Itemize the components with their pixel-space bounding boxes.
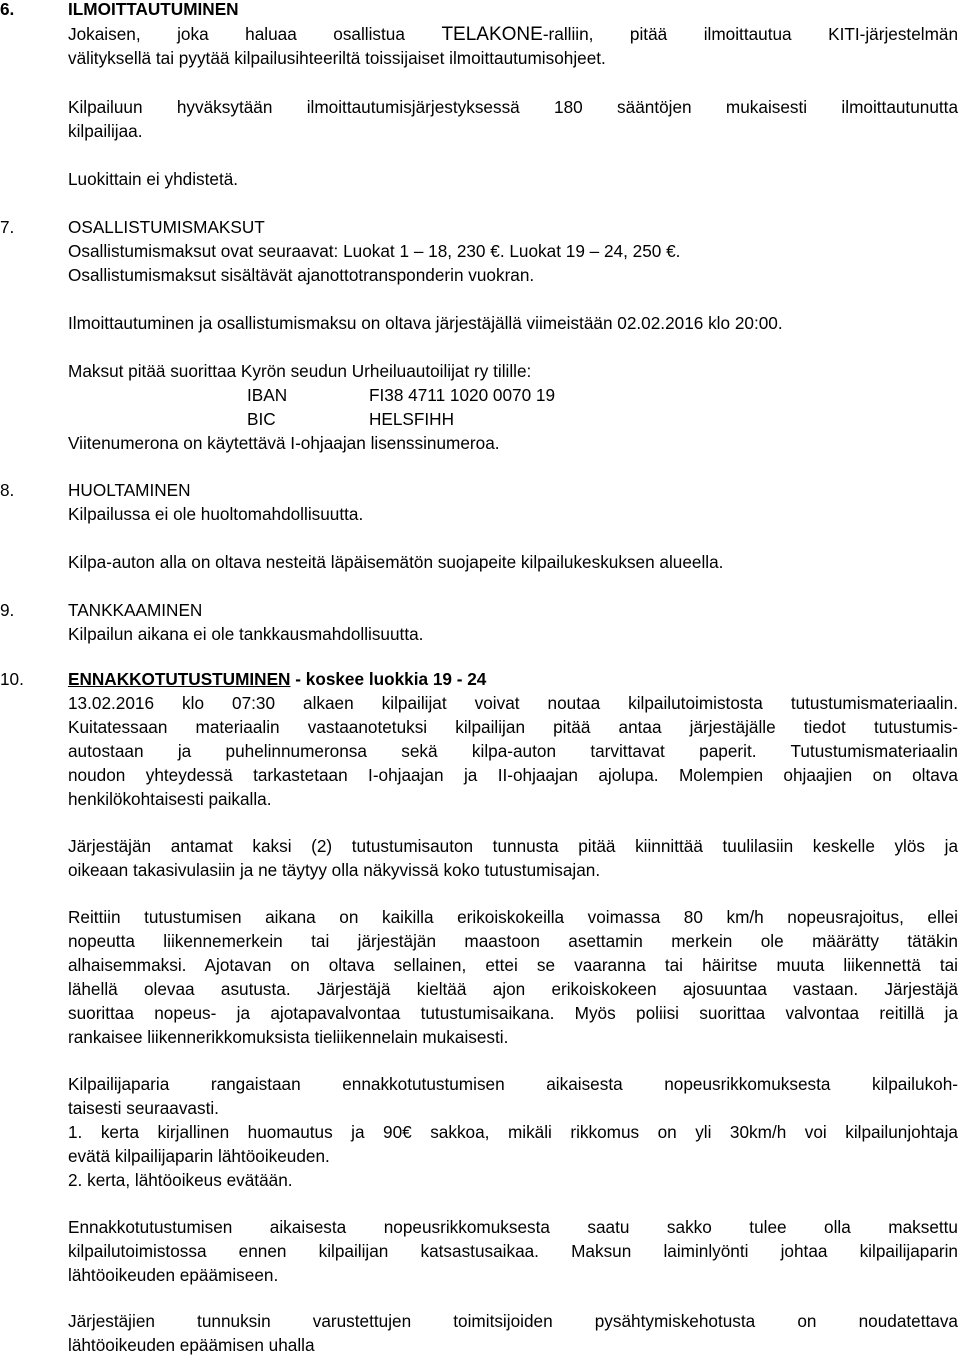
- paragraph-line: 2. kerta, lähtöoikeus evätään.: [68, 1170, 293, 1190]
- section-number: 9.: [0, 600, 15, 620]
- section-title: ILMOITTAUTUMINEN: [68, 0, 239, 19]
- paragraph-line: noudon yhteydessä tarkastetaan I-ohjaajan ja II-ohjaajan ajolupa. Molempien ohjaajien on oltava: [68, 765, 958, 785]
- paragraph-line: Jokaisen, joka haluaa osallistua TELAKONE-ralliin, pitää ilmoittautua KITI-järjestelmän: [68, 24, 959, 45]
- paragraph-line: Ennakkotutustumisen aikaisesta nopeusrikkomuksesta saatu sakko tulee olla maksettu: [68, 1217, 958, 1237]
- paragraph-line: Kilpailuun hyväksytään ilmoittautumisjärjestyksessä 180 sääntöjen mukaisesti ilmoittautunutta: [68, 97, 958, 117]
- paragraph-line: Reittiin tutustumisen aikana on kaikilla erikoiskokeilla voimassa 80 km/h nopeusrajoitus, ellei: [68, 907, 958, 927]
- paragraph-line: taisesti seuraavasti.: [68, 1098, 219, 1118]
- section-number: 6.: [0, 0, 15, 19]
- section-number: 7.: [0, 217, 15, 237]
- paragraph-line: Kilpailussa ei ole huoltomahdollisuutta.: [68, 504, 364, 524]
- paragraph-line: Luokittain ei yhdistetä.: [68, 169, 239, 189]
- paragraph-line: alhaisemmaksi. Ajotavan on oltava sellainen, ettei se vaaranna tai häiritse muuta liikennettä tai: [68, 955, 958, 975]
- paragraph-line: Kilpailijaparia rangaistaan ennakkotutustumisen aikaisesta nopeusrikkomuksesta kilpailukoh-: [68, 1074, 958, 1094]
- section-title-rest: - koskee luokkia 19 - 24: [290, 669, 487, 689]
- bic-value: HELSFIHH: [369, 409, 454, 429]
- paragraph-line: Kilpailun aikana ei ole tankkausmahdollisuutta.: [68, 624, 424, 644]
- paragraph-line: evätä kilpailijaparin lähtöoikeuden.: [68, 1146, 330, 1166]
- section-number: 10.: [0, 669, 24, 689]
- brand-name: TELAKONE: [441, 24, 543, 45]
- paragraph-line: henkilökohtaisesti paikalla.: [68, 789, 272, 809]
- paragraph-line: Osallistumismaksut ovat seuraavat: Luokat 1 – 18, 230 €. Luokat 19 – 24, 250 €.: [68, 241, 681, 261]
- paragraph-line: autostaan ja puhelinnumeronsa sekä kilpa-auton tarvittavat paperit. Tutustumismateriaalin: [68, 741, 958, 761]
- paragraph-line: suorittaa nopeus- ja ajotapavalvontaa tutustumisaikana. Myös poliisi suorittaa valvontaa reitillä ja: [68, 1003, 958, 1023]
- paragraph-line: rankaisee liikennerikkomuksista tieliikennelain mukaisesti.: [68, 1027, 509, 1047]
- paragraph-line: Kuitatessaan materiaalin vastaanotetuksi kilpailijan pitää antaa järjestäjälle tiedot tutustumis-: [68, 717, 958, 737]
- iban-value: FI38 4711 1020 0070 19: [369, 385, 556, 405]
- section-number: 8.: [0, 480, 15, 500]
- paragraph-line: 1. kerta kirjallinen huomautus ja 90€ sakkoa, mikäli rikkomus on yli 30km/h voi kilpailunjohtaja: [68, 1122, 958, 1142]
- section-title: HUOLTAMINEN: [68, 480, 191, 500]
- paragraph-line: Maksut pitää suorittaa Kyrön seudun Urheiluautoilijat ry tilille:: [68, 361, 532, 381]
- section-title: TANKKAAMINEN: [68, 600, 203, 620]
- section-title-underlined: ENNAKKOTUTUSTUMINEN: [68, 669, 291, 689]
- paragraph-line: nopeutta liikennemerkein tai järjestäjän maastoon asettamin merkein ole määrätty tätäkin: [68, 931, 958, 951]
- paragraph-line: Osallistumismaksut sisältävät ajanottotransponderin vuokran.: [68, 265, 535, 285]
- paragraph-line: Viitenumerona on käytettävä I-ohjaajan lisenssinumeroa.: [68, 433, 500, 453]
- paragraph-line: välityksellä tai pyytää kilpailusihteeriltä toissijaiset ilmoittautumisohjeet.: [68, 48, 606, 68]
- paragraph-line: Järjestäjän antamat kaksi (2) tutustumisauton tunnusta pitää kiinnittää tuulilasiin keskelle ylös ja: [68, 836, 958, 856]
- paragraph-line: oikeaan takasivulasiin ja ne täytyy olla näkyvissä koko tutustumisajan.: [68, 860, 601, 880]
- section-title: OSALLISTUMISMAKSUT: [68, 217, 265, 237]
- section-title: [68, 667, 486, 691]
- paragraph-line: Kilpa-auton alla on oltava nesteitä läpäisemätön suojapeite kilpailukeskuksen alueella.: [68, 552, 724, 572]
- paragraph-line: lähtöoikeuden epäämiseen.: [68, 1265, 279, 1285]
- bic-label: BIC: [247, 409, 276, 429]
- paragraph-line: Ilmoittautuminen ja osallistumismaksu on oltava järjestäjällä viimeistään 02.02.2016 klo 20:00.: [68, 313, 783, 333]
- iban-label: IBAN: [247, 385, 288, 405]
- paragraph-line: kilpailutoimistossa ennen kilpailijan katsastusaikaa. Maksun laiminlyönti johtaa kilpailijaparin: [68, 1241, 958, 1261]
- paragraph-line: kilpailijaa.: [68, 121, 143, 141]
- paragraph-line: 13.02.2016 klo 07:30 alkaen kilpailijat voivat noutaa kilpailutoimistosta tutustumismateriaalin.: [68, 693, 958, 713]
- paragraph-line: lähellä olevaa asutusta. Järjestäjä kieltää ajon erikoiskokeen ajosuuntaa vastaan. Järjestäjä: [68, 979, 958, 999]
- paragraph-line: Järjestäjien tunnuksin varustettujen toimitsijoiden pysähtymiskehotusta on noudatettava: [68, 1311, 958, 1331]
- paragraph-line: lähtöoikeuden epäämisen uhalla: [68, 1335, 315, 1355]
